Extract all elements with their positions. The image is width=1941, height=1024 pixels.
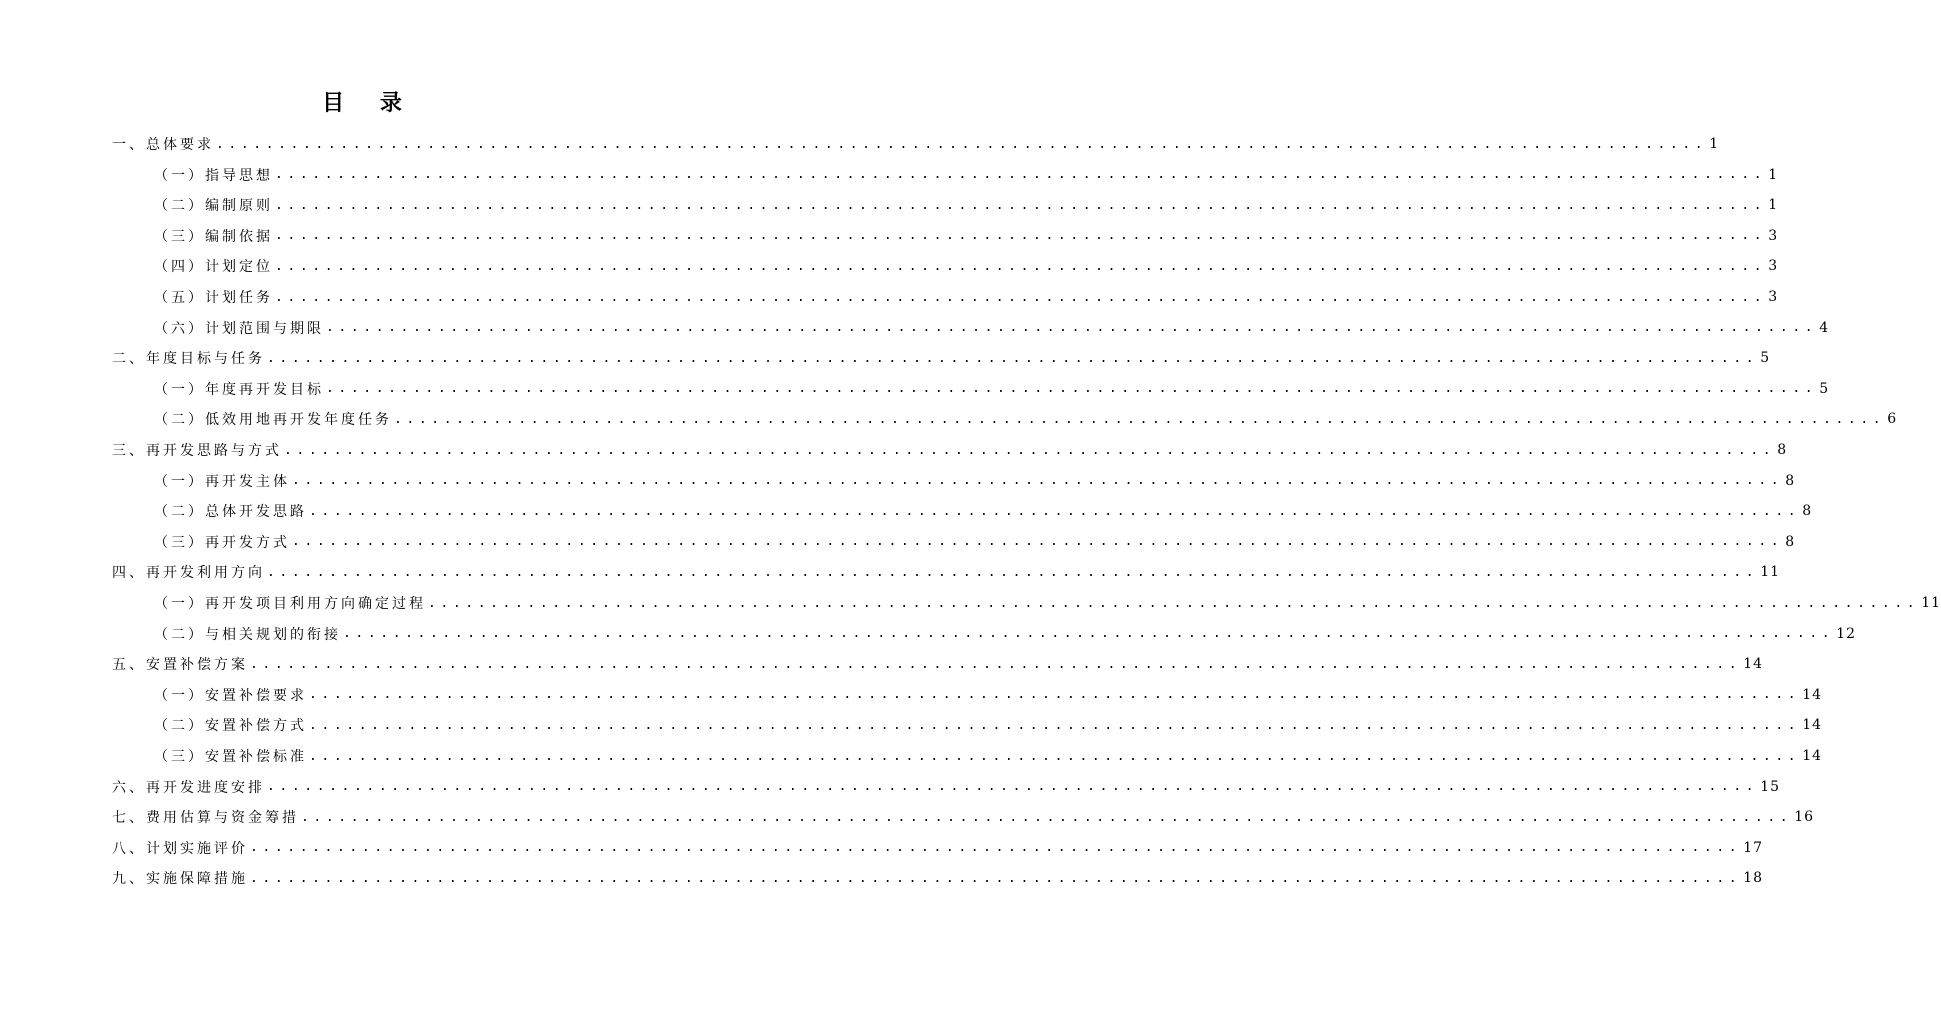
toc-entry[interactable] [154, 710, 1823, 740]
dot-leader: ........................................................................................................................ [267, 779, 1759, 795]
toc-entry[interactable] [112, 129, 1720, 159]
dot-leader: ........................................................................................................................ [250, 870, 1742, 886]
toc-entry-page-number: 1 [1709, 136, 1720, 152]
toc-entry-page-number: 5 [1819, 380, 1830, 397]
dot-leader: ........................................................................................................................ [284, 442, 1776, 458]
toc-entry-label: （三）编制依据 [154, 228, 273, 245]
toc-entry-label: 六、再开发进度安排 [112, 779, 265, 796]
dot-leader: ........................................................................................................................ [428, 595, 1920, 611]
toc-entry-label: （四）计划定位 [154, 259, 273, 276]
toc-entry[interactable] [154, 374, 1830, 404]
toc-entry-page-number: 5 [1760, 350, 1771, 367]
dot-leader: ........................................................................................................................ [216, 136, 1708, 152]
dot-leader: ........................................................................................................................ [309, 717, 1801, 733]
toc-entry-page-number: 3 [1768, 258, 1779, 275]
dot-leader: ........................................................................................................................ [275, 258, 1767, 274]
dot-leader: ........................................................................................................................ [275, 228, 1767, 244]
toc-entry-page-number: 1 [1768, 166, 1779, 183]
toc-entry[interactable] [154, 466, 1796, 496]
toc-entry-label: 三、再开发思路与方式 [112, 443, 282, 459]
dot-leader: ........................................................................................................................ [309, 503, 1801, 519]
toc-entry[interactable] [154, 741, 1823, 771]
toc-entry-page-number: 14 [1802, 717, 1823, 734]
dot-leader: ........................................................................................................................ [309, 748, 1801, 764]
toc-entry[interactable] [154, 619, 1857, 649]
toc-entry-label: （一）安置补偿要求 [154, 687, 307, 704]
dot-leader: ........................................................................................................................ [292, 534, 1784, 550]
toc-entry-page-number: 11 [1760, 564, 1781, 581]
toc-entry-label: （二）与相关规划的衔接 [154, 626, 341, 643]
toc-entry-page-number: 17 [1743, 839, 1764, 856]
toc-entry[interactable] [112, 772, 1781, 802]
toc-entry-label: 四、再开发利用方向 [112, 565, 265, 582]
toc-entry-label: （三）再开发方式 [154, 534, 290, 551]
toc-entry-page-number: 1 [1768, 197, 1779, 214]
toc-entry[interactable] [112, 802, 1815, 832]
dot-leader: ........................................................................................................................ [275, 167, 1767, 183]
dot-leader: ........................................................................................................................ [267, 564, 1759, 580]
toc-entry-page-number: 16 [1794, 809, 1815, 826]
toc-entry-label: （二）低效用地再开发年度任务 [154, 412, 392, 429]
dot-leader: ........................................................................................................................ [275, 197, 1767, 213]
toc-entry[interactable] [154, 251, 1779, 281]
toc-entry-label: 五、安置补偿方案 [112, 657, 248, 674]
toc-entry-page-number: 18 [1743, 870, 1764, 887]
dot-leader: ........................................................................................................................ [343, 626, 1835, 642]
dot-leader: ........................................................................................................................ [250, 656, 1742, 672]
toc-entry-page-number: 14 [1802, 748, 1823, 764]
dot-leader: ........................................................................................................................ [309, 687, 1801, 703]
toc-entry-label: （二）编制原则 [154, 198, 273, 215]
toc-entry-page-number: 8 [1777, 442, 1788, 458]
toc-entry-page-number: 12 [1836, 625, 1857, 642]
toc-entry[interactable] [154, 282, 1779, 312]
dot-leader: ........................................................................................................................ [292, 473, 1784, 489]
dot-leader: ........................................................................................................................ [267, 350, 1759, 366]
toc-entry-page-number: 11 [1921, 595, 1941, 611]
toc-entry-label: 二、年度目标与任务 [112, 351, 265, 368]
toc-entry-page-number: 8 [1802, 503, 1813, 520]
toc-entry-page-number: 3 [1768, 227, 1779, 244]
toc-entry[interactable] [112, 649, 1764, 679]
toc-entry[interactable] [154, 313, 1830, 343]
toc-entry[interactable] [112, 343, 1771, 373]
toc-entry[interactable] [154, 404, 1898, 434]
toc-entry-page-number: 8 [1785, 533, 1796, 550]
dot-leader: ........................................................................................................................ [250, 840, 1742, 856]
toc-entry[interactable] [154, 190, 1779, 220]
toc-entry-label: （二）总体开发思路 [154, 504, 307, 521]
toc-entry[interactable] [154, 588, 1941, 618]
toc-entry-label: 九、实施保障措施 [112, 871, 248, 888]
toc-entry[interactable] [112, 435, 1788, 465]
toc-entry-label: （六）计划范围与期限 [154, 320, 324, 337]
toc-entry[interactable] [154, 680, 1823, 710]
dot-leader: ........................................................................................................................ [275, 289, 1767, 305]
toc-entry-page-number: 6 [1887, 411, 1898, 428]
dot-leader: ........................................................................................................................ [301, 809, 1793, 825]
dot-leader: ........................................................................................................................ [326, 320, 1818, 336]
toc-entry[interactable] [154, 160, 1779, 190]
toc-entry-label: 七、费用估算与资金筹措 [112, 810, 299, 827]
toc-entry-label: （一）再开发项目利用方向确定过程 [154, 596, 426, 612]
toc-entry-page-number: 14 [1743, 656, 1764, 673]
toc-entry-page-number: 15 [1760, 778, 1781, 795]
toc-entry[interactable] [112, 833, 1764, 863]
toc-entry[interactable] [154, 496, 1813, 526]
toc-entry-label: （三）安置补偿标准 [154, 749, 307, 765]
toc-entry[interactable] [112, 557, 1781, 587]
toc-entry-page-number: 14 [1802, 686, 1823, 703]
toc-entry-label: 一、总体要求 [112, 137, 214, 153]
toc-entry-page-number: 3 [1768, 289, 1779, 305]
toc-entry[interactable] [154, 221, 1779, 251]
toc-entry[interactable] [154, 527, 1796, 557]
toc-entry-page-number: 4 [1819, 319, 1830, 336]
page-title: 目 录 [322, 91, 416, 116]
dot-leader: ........................................................................................................................ [394, 411, 1886, 427]
toc-entry[interactable] [112, 863, 1764, 893]
toc-entry-label: （一）指导思想 [154, 167, 273, 184]
toc-entry-label: （一）再开发主体 [154, 473, 290, 490]
toc-entry-label: （五）计划任务 [154, 290, 273, 306]
toc-entry-label: （一）年度再开发目标 [154, 381, 324, 398]
toc-entry-page-number: 8 [1785, 472, 1796, 489]
toc-entry-label: （二）安置补偿方式 [154, 718, 307, 735]
toc-entry-label: 八、计划实施评价 [112, 840, 248, 857]
dot-leader: ........................................................................................................................ [326, 381, 1818, 397]
